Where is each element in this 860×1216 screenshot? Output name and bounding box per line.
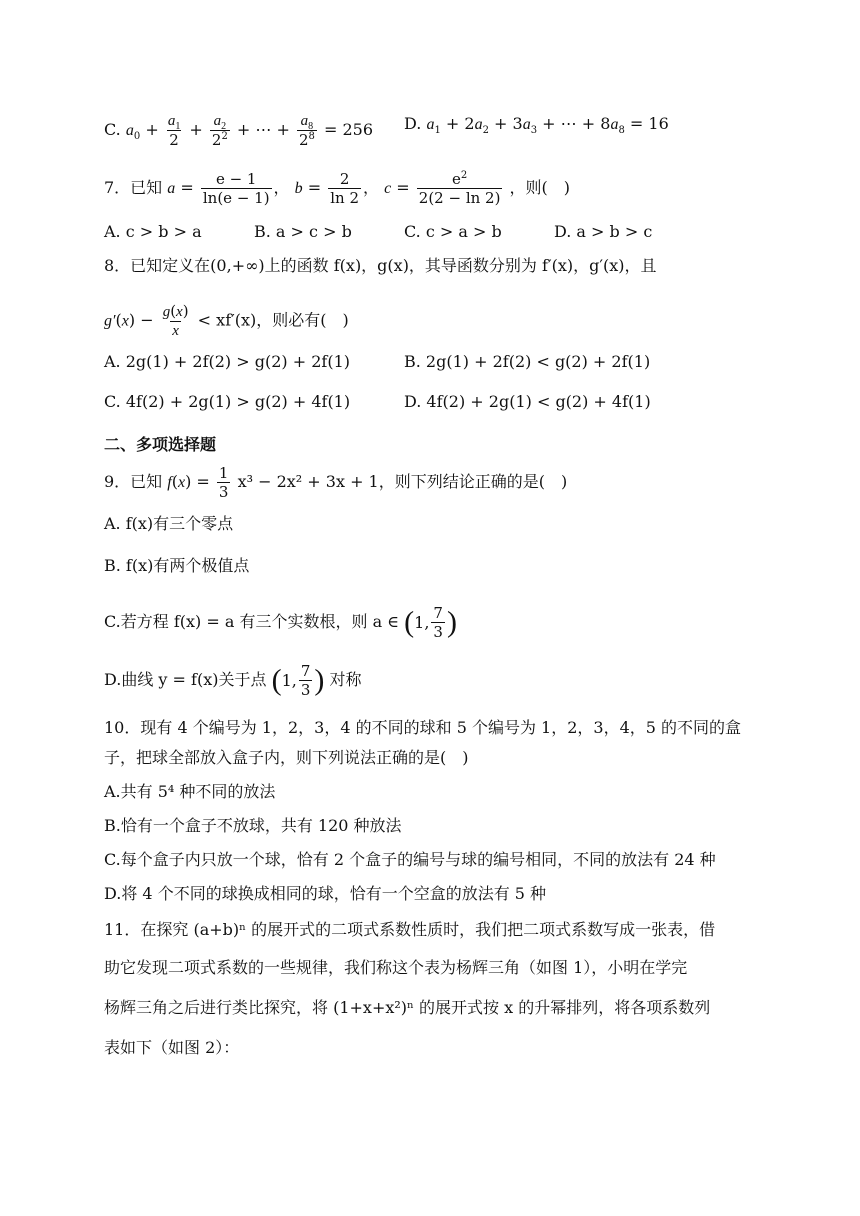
q6-option-c: C. $a_0$ + $\frac{a_1}{2}$ + $\frac{a_2}{2^2}$ + ⋯ + $\frac{a_8}{2^8}$ = 256 — [104, 113, 374, 149]
q11-line3: 杨辉三角之后进行类比探究，将 (1+x+x²)ⁿ 的展开式按 x 的升幂排列，将各项系数列 — [104, 998, 711, 1017]
q7-option-d: D. a > b > c — [554, 222, 653, 241]
q8-option-c: C. 4f(2) + 2g(1) > g(2) + 4f(1) — [104, 392, 351, 411]
q11-line2: 助它发现二项式系数的一些规律，我们称这个表为杨辉三角（如图 1），小明在学完 — [104, 958, 688, 977]
q8-option-a: A. 2g(1) + 2f(2) > g(2) + 2f(1) — [104, 352, 350, 371]
q10-stem-line2: 子，把球全部放入盒子内，则下列说法正确的是( ) — [104, 748, 469, 767]
q9-stem: 9．已知 f(x) = $\frac{1}{3}$ x³ − 2x² + 3x + 1，则下列结论正确的是( ) — [104, 464, 568, 501]
section-heading: 二、多项选择题 — [104, 435, 217, 454]
q7-stem: 7．已知 a = $\frac{e - 1}{\ln(e - 1)}$ ， b = $\frac{2}{\ln 2}$ ， c = $\frac{e^2}{2(2 - \ln 2)}$ ，则( ) — [104, 170, 571, 207]
q6-option-d: D. $a_1 + 2a_2 + 3a_3$ + ⋯ + $8a_8 = 16$ — [404, 114, 669, 137]
q8-stem-line1: 8．已知定义在(0,+∞)上的函数 f(x)，g(x)，其导函数分别为 f′(x)，g′(x)，且 — [104, 256, 657, 275]
q7-option-c: C. c > a > b — [404, 222, 502, 241]
q7-option-a: A. c > b > a — [104, 222, 202, 241]
q10-stem-line1: 10．现有 4 个编号为 1，2，3，4 的不同的球和 5 个编号为 1，2，3，4，5 的不同的盒 — [104, 718, 742, 737]
q8-option-b: B. 2g(1) + 2f(2) < g(2) + 2f(1) — [404, 352, 651, 371]
q8-option-d: D. 4f(2) + 2g(1) < g(2) + 4f(1) — [404, 392, 651, 411]
q9-option-a: A. f(x)有三个零点 — [104, 514, 234, 533]
q10-option-c: C.每个盒子内只放一个球，恰有 2 个盒子的编号与球的编号相同，不同的放法有 24 种 — [104, 850, 716, 869]
q10-option-b: B.恰有一个盒子不放球，共有 120 种放法 — [104, 816, 402, 835]
q9-option-b: B. f(x)有两个极值点 — [104, 556, 250, 575]
q11-line4: 表如下（如图 2）： — [104, 1038, 240, 1057]
q10-option-d: D.将 4 个不同的球换成相同的球，恰有一个空盒的放法有 5 种 — [104, 884, 547, 903]
q9-option-c: C.若方程 f(x) = a 有三个实数根，则 a ∈ (1, $\frac{7}{3}$ ) — [104, 604, 457, 641]
q10-option-a: A.共有 5⁴ 种不同的放法 — [104, 782, 276, 801]
q8-stem-line2: g′(x) − $\frac{g(x)}{x}$ < xf′(x)，则必有( ) — [104, 302, 349, 339]
q7-option-b: B. a > c > b — [254, 222, 352, 241]
q11-line1: 11．在探究 (a+b)ⁿ 的展开式的二项式系数性质时，我们把二项式系数写成一张表，借 — [104, 920, 716, 939]
q9-option-d: D.曲线 y = f(x)关于点 (1, $\frac{7}{3}$ ) 对称 — [104, 662, 362, 699]
